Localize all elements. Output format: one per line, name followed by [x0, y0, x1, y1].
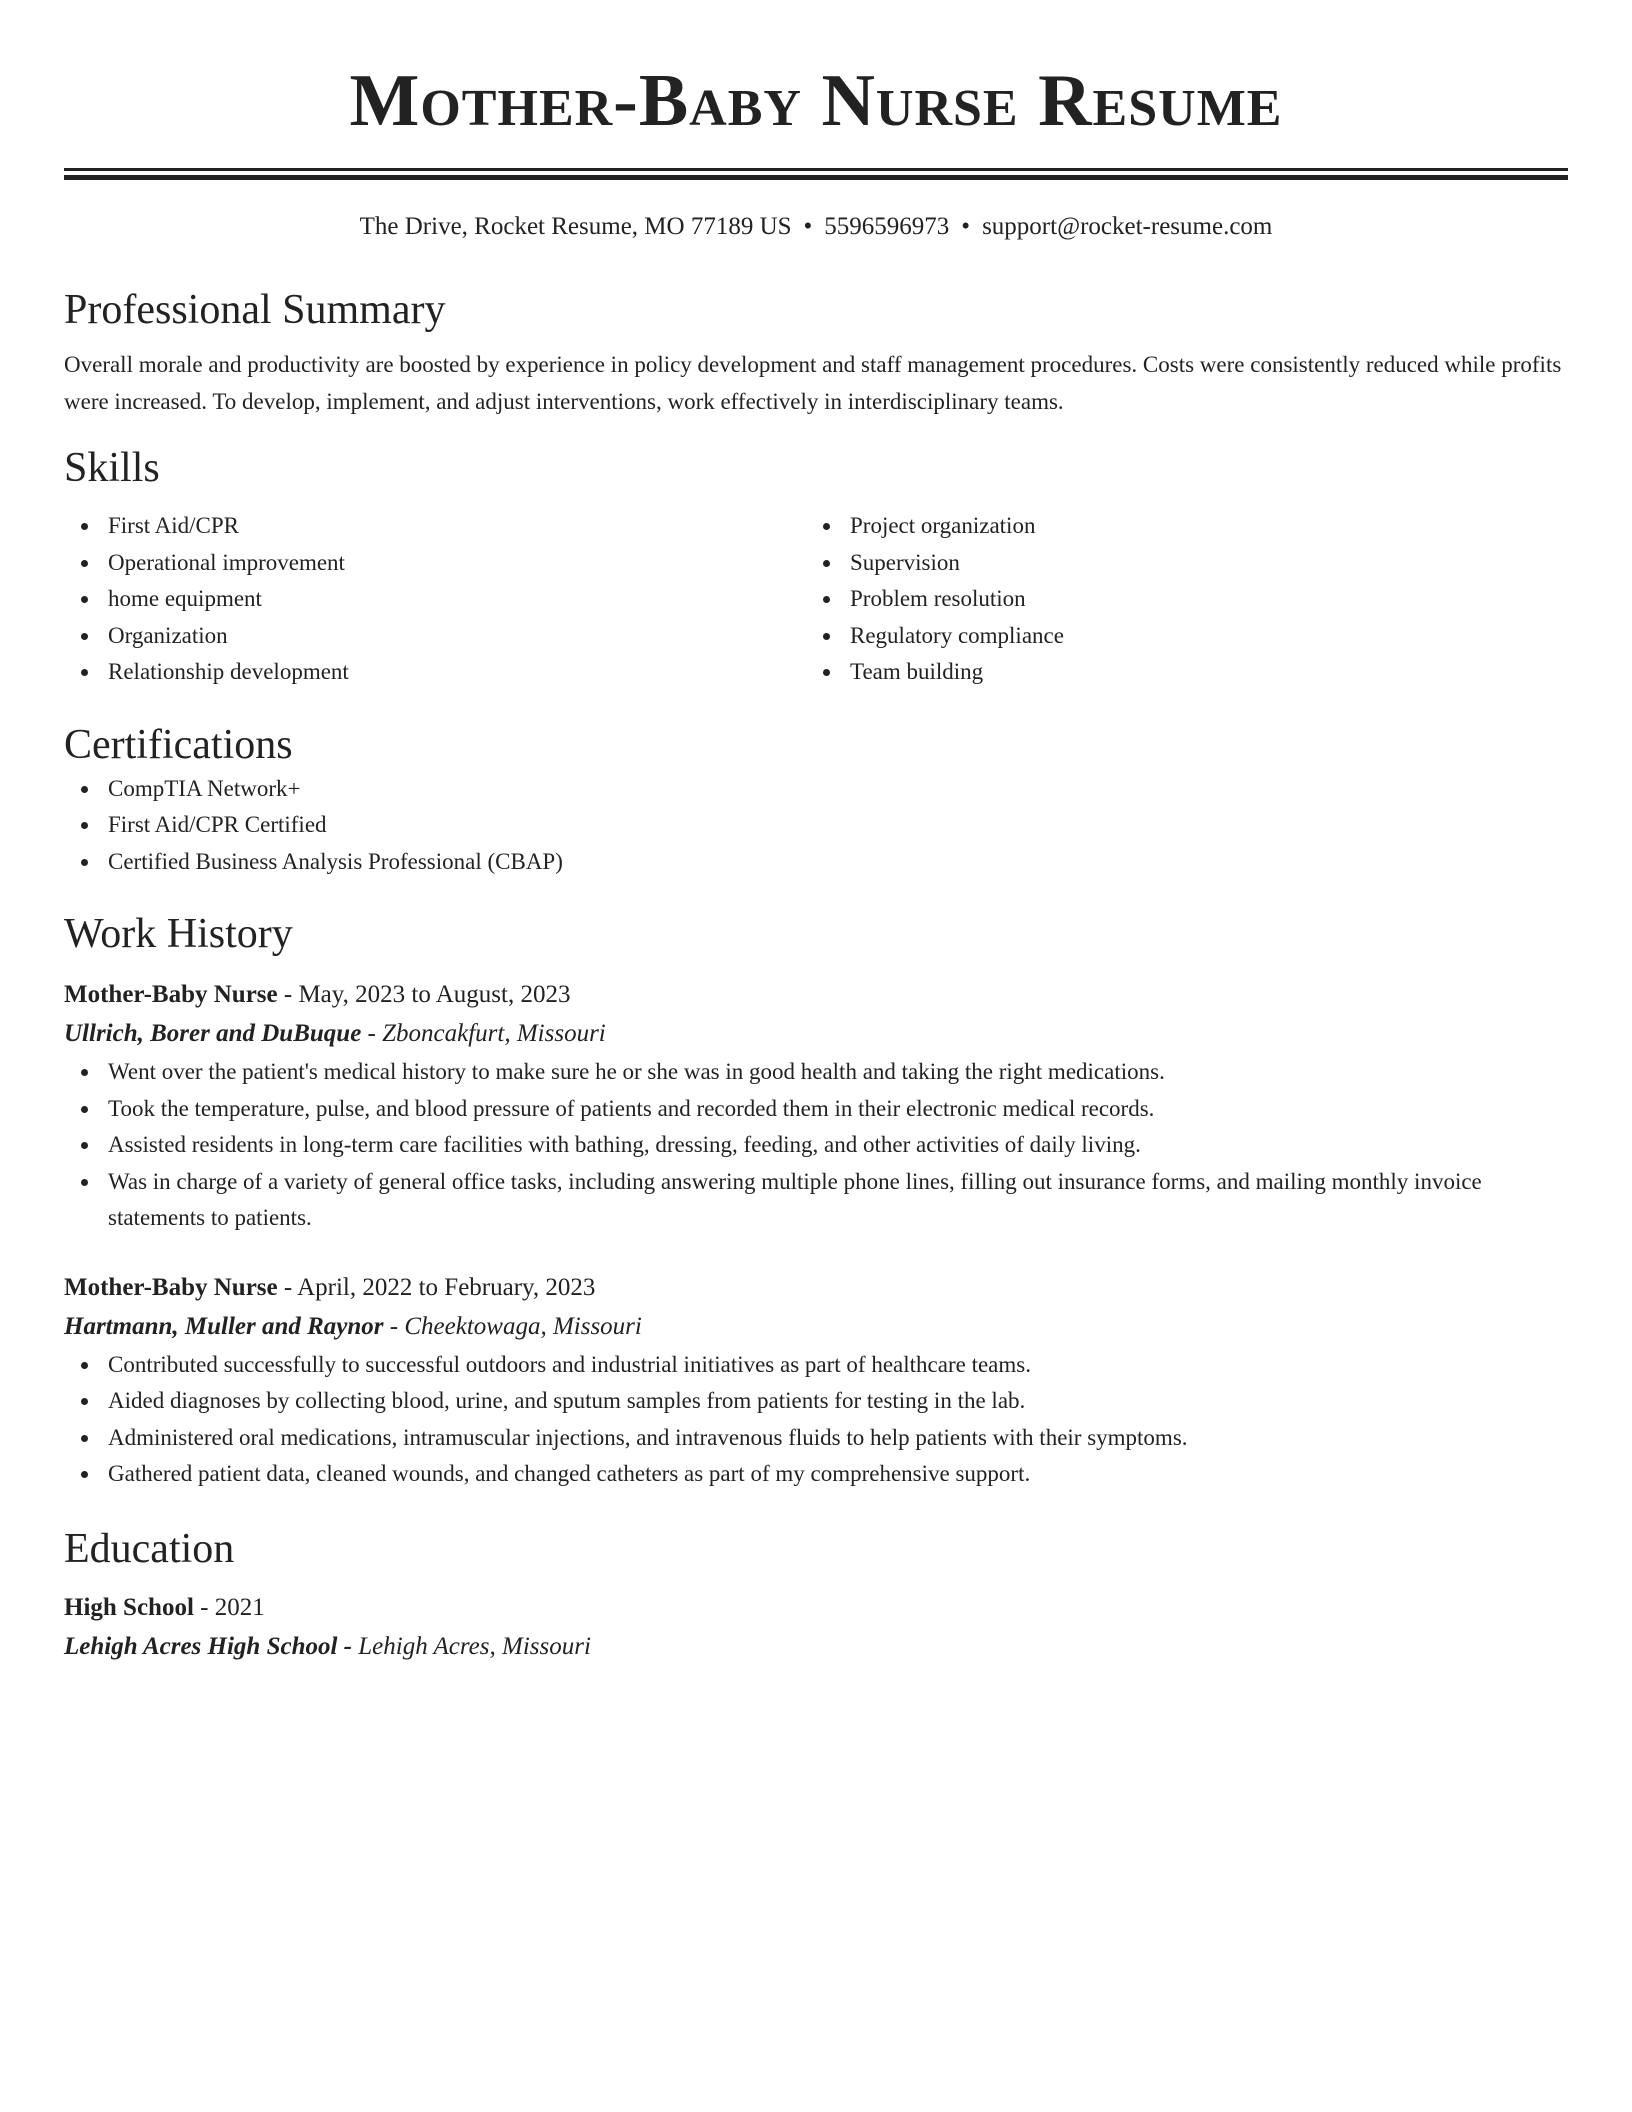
title-divider [64, 168, 1568, 180]
employer-name: Ullrich, Borer and DuBuque [64, 1020, 362, 1047]
job-duty-item: Took the temperature, pulse, and blood pressure of patients and recorded them in their electronic medical records. [108, 1091, 1568, 1128]
job-entry [64, 976, 1568, 1237]
certifications-list [64, 771, 1568, 881]
job-title-line [64, 976, 1568, 1014]
certification-item: CompTIA Network+ [108, 771, 1568, 808]
job-dates: - April, 2022 to February, 2023 [277, 1273, 596, 1301]
contact-phone: 5596596973 [824, 213, 950, 240]
graduation-year: - 2021 [193, 1593, 265, 1621]
contact-email: support@rocket-resume.com [982, 213, 1273, 240]
degree-line [64, 1589, 1568, 1627]
skill-item: Operational improvement [108, 545, 806, 582]
contact-address: The Drive, Rocket Resume, MO 77189 US [359, 213, 792, 240]
employer-name: Hartmann, Muller and Raynor [64, 1312, 384, 1340]
job-duties-list [64, 1054, 1568, 1237]
skill-item: Relationship development [108, 654, 806, 691]
skills-column-right [806, 508, 1548, 691]
education-entry [64, 1589, 1568, 1667]
employer-line [64, 1014, 1568, 1054]
summary-heading: Professional Summary [64, 287, 446, 333]
skill-item: First Aid/CPR [108, 508, 806, 545]
skill-item: home equipment [108, 581, 806, 618]
summary-text: Overall morale and productivity are boosted by experience in policy development and staff management procedures. Costs were consistently reduced while profits were increased. To develop, implement, and adjust interventions, work effectively in interdisciplinary teams. [64, 352, 1562, 414]
skills-list-right [806, 508, 1548, 691]
certification-item: First Aid/CPR Certified [108, 807, 1568, 844]
skill-item: Organization [108, 618, 806, 655]
job-duty-item: Gathered patient data, cleaned wounds, and changed catheters as part of my comprehensive support. [108, 1456, 1568, 1493]
school-location: Lehigh Acres, Missouri [358, 1632, 591, 1660]
job-entry [64, 1269, 1568, 1493]
skills-grid [64, 508, 1568, 691]
school-separator: - [337, 1632, 359, 1660]
job-duty-item: Went over the patient's medical history to make sure he or she was in good health and taking the right medications. [108, 1054, 1568, 1091]
contact-separator: • [961, 213, 971, 240]
school-name: Lehigh Acres High School [64, 1632, 338, 1660]
contact-separator: • [803, 213, 813, 240]
job-dates: - May, 2023 to August, 2023 [277, 981, 571, 1008]
education-heading: Education [64, 1525, 235, 1572]
resume-title: Mother-Baby Nurse Resume [349, 60, 1283, 142]
job-duties-list [64, 1347, 1568, 1493]
contact-line [64, 210, 1568, 244]
skills-list-left [64, 508, 806, 691]
school-line [64, 1627, 1568, 1667]
job-duty-item: Administered oral medications, intramuscular injections, and intravenous fluids to help patients with their symptoms. [108, 1420, 1568, 1457]
skill-item: Problem resolution [850, 581, 1548, 618]
job-duty-item: Contributed successfully to successful outdoors and industrial initiatives as part of healthcare teams. [108, 1347, 1568, 1384]
certifications-heading: Certifications [64, 721, 293, 768]
skill-item: Team building [850, 654, 1548, 691]
job-duty-item: Aided diagnoses by collecting blood, urine, and sputum samples from patients for testing in the lab. [108, 1383, 1568, 1420]
certification-item: Certified Business Analysis Professional (CBAP) [108, 844, 1568, 881]
degree: High School [64, 1593, 194, 1621]
skill-item: Supervision [850, 545, 1548, 582]
job-title-line [64, 1269, 1568, 1307]
skills-heading: Skills [64, 445, 160, 491]
employer-location: - Zboncakfurt, Missouri [361, 1020, 606, 1047]
job-duty-item: Assisted residents in long-term care facilities with bathing, dressing, feeding, and other activities of daily living. [108, 1127, 1568, 1164]
job-duty-item: Was in charge of a variety of general office tasks, including answering multiple phone lines, filling out insurance forms, and mailing monthly invoice statements to patients. [108, 1164, 1568, 1237]
work-history-heading: Work History [64, 911, 293, 957]
skill-item: Project organization [850, 508, 1548, 545]
employer-line [64, 1307, 1568, 1347]
job-title: Mother-Baby Nurse [64, 981, 278, 1008]
skills-column-left [64, 508, 806, 691]
skill-item: Regulatory compliance [850, 618, 1548, 655]
job-title: Mother-Baby Nurse [64, 1273, 278, 1301]
employer-location: - Cheektowaga, Missouri [383, 1312, 642, 1340]
